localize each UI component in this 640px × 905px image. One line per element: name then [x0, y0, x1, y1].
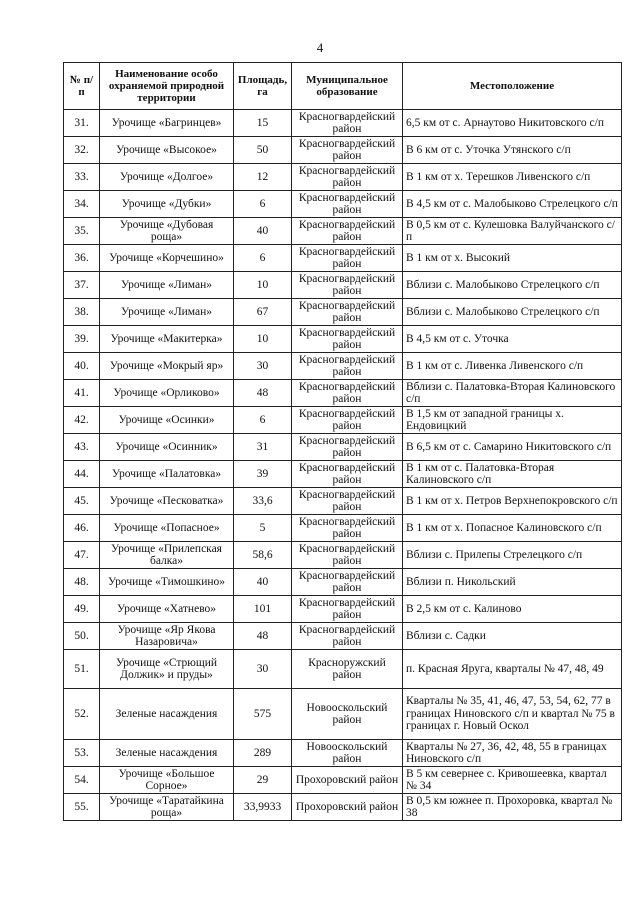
cell-location: В 1 км от с. Палатовка-Вторая Калиновского с/п — [403, 461, 622, 488]
cell-area: 5 — [234, 515, 292, 542]
cell-name: Урочище «Яр Якова Назаровича» — [100, 623, 234, 650]
cell-area: 30 — [234, 353, 292, 380]
cell-location: В 4,5 км от с. Малобыково Стрелецкого с/п — [403, 191, 622, 218]
cell-name: Урочище «Прилепская балка» — [100, 542, 234, 569]
cell-location: В 6 км от с. Уточка Утянского с/п — [403, 137, 622, 164]
cell-municipality: Красногвардейский район — [292, 326, 403, 353]
cell-num: 51. — [64, 650, 100, 689]
cell-num: 37. — [64, 272, 100, 299]
cell-municipality: Красногвардейский район — [292, 407, 403, 434]
header-location: Местоположение — [403, 63, 622, 110]
cell-municipality: Красногвардейский район — [292, 299, 403, 326]
table-row — [64, 299, 622, 326]
table-row — [64, 569, 622, 596]
cell-area: 289 — [234, 740, 292, 767]
cell-location: Вблизи с. Палатовка-Вторая Калиновского с/п — [403, 380, 622, 407]
cell-name: Урочище «Мокрый яр» — [100, 353, 234, 380]
table-row — [64, 515, 622, 542]
cell-name: Урочище «Осинки» — [100, 407, 234, 434]
table-row — [64, 689, 622, 740]
cell-municipality: Красногвардейский район — [292, 164, 403, 191]
table-row — [64, 488, 622, 515]
cell-area: 101 — [234, 596, 292, 623]
cell-municipality: Красногвардейский район — [292, 623, 403, 650]
cell-name: Урочище «Высокое» — [100, 137, 234, 164]
table-row — [64, 434, 622, 461]
cell-area: 67 — [234, 299, 292, 326]
cell-area: 48 — [234, 623, 292, 650]
cell-name: Зеленые насаждения — [100, 740, 234, 767]
cell-area: 39 — [234, 461, 292, 488]
cell-location: В 1 км от х. Высокий — [403, 245, 622, 272]
table-row — [64, 650, 622, 689]
cell-area: 50 — [234, 137, 292, 164]
cell-name: Урочище «Песковатка» — [100, 488, 234, 515]
cell-municipality: Красногвардейский район — [292, 434, 403, 461]
table-row — [64, 380, 622, 407]
cell-location: Кварталы № 35, 41, 46, 47, 53, 54, 62, 77 в границах Ниновского с/п и квартал № 75 в границах г. Новый Оскол — [403, 689, 622, 740]
cell-name: Урочище «Таратайкина роща» — [100, 794, 234, 821]
cell-area: 33,6 — [234, 488, 292, 515]
cell-num: 54. — [64, 767, 100, 794]
page-number: 4 — [316, 40, 324, 55]
cell-name: Урочище «Осинник» — [100, 434, 234, 461]
cell-location: В 1 км от х. Терешков Ливенского с/п — [403, 164, 622, 191]
table-row — [64, 191, 622, 218]
cell-name: Урочище «Дубовая роща» — [100, 218, 234, 245]
header-area: Площадь, га — [234, 63, 292, 110]
cell-name: Урочище «Корчешино» — [100, 245, 234, 272]
cell-name: Урочище «Лиман» — [100, 272, 234, 299]
cell-municipality: Красногвардейский район — [292, 353, 403, 380]
table-row — [64, 407, 622, 434]
cell-name: Урочище «Тимошкино» — [100, 569, 234, 596]
cell-municipality: Прохоровский район — [292, 767, 403, 794]
cell-num: 43. — [64, 434, 100, 461]
cell-municipality: Красногвардейский район — [292, 191, 403, 218]
cell-area: 31 — [234, 434, 292, 461]
protected-areas-table — [63, 62, 622, 821]
table-row — [64, 596, 622, 623]
cell-municipality: Красноружский район — [292, 650, 403, 689]
table-header-row — [64, 63, 622, 110]
cell-location: В 1 км от х. Попасное Калиновского с/п — [403, 515, 622, 542]
cell-municipality: Красногвардейский район — [292, 380, 403, 407]
table-row — [64, 542, 622, 569]
cell-location: Кварталы № 27, 36, 42, 48, 55 в границах Ниновского с/п — [403, 740, 622, 767]
cell-name: Урочище «Долгое» — [100, 164, 234, 191]
cell-location: В 1,5 км от западной границы х. Ендовицкий — [403, 407, 622, 434]
cell-municipality: Новооскольский район — [292, 689, 403, 740]
cell-num: 39. — [64, 326, 100, 353]
cell-name: Урочище «Хатнево» — [100, 596, 234, 623]
cell-location: В 1 км от х. Петров Верхнепокровского с/п — [403, 488, 622, 515]
table-row — [64, 794, 622, 821]
cell-area: 6 — [234, 191, 292, 218]
cell-num: 38. — [64, 299, 100, 326]
table-row — [64, 623, 622, 650]
table-row — [64, 272, 622, 299]
cell-area: 58,6 — [234, 542, 292, 569]
cell-num: 35. — [64, 218, 100, 245]
cell-area: 575 — [234, 689, 292, 740]
cell-municipality: Красногвардейский район — [292, 515, 403, 542]
cell-location: Вблизи п. Никольский — [403, 569, 622, 596]
cell-num: 48. — [64, 569, 100, 596]
table-row — [64, 767, 622, 794]
table-row — [64, 164, 622, 191]
cell-location: В 1 км от с. Ливенка Ливенского с/п — [403, 353, 622, 380]
cell-area: 15 — [234, 110, 292, 137]
cell-name: Урочище «Макитерка» — [100, 326, 234, 353]
cell-municipality: Красногвардейский район — [292, 461, 403, 488]
cell-area: 6 — [234, 407, 292, 434]
header-municipality: Муниципальное образование — [292, 63, 403, 110]
cell-name: Урочище «Багринцев» — [100, 110, 234, 137]
cell-area: 10 — [234, 326, 292, 353]
cell-num: 45. — [64, 488, 100, 515]
cell-location: В 4,5 км от с. Уточка — [403, 326, 622, 353]
cell-num: 31. — [64, 110, 100, 137]
cell-location: В 0,5 км от с. Кулешовка Валуйчанского с/п — [403, 218, 622, 245]
cell-name: Зеленые насаждения — [100, 689, 234, 740]
cell-name: Урочище «Попасное» — [100, 515, 234, 542]
cell-area: 10 — [234, 272, 292, 299]
cell-area: 29 — [234, 767, 292, 794]
cell-municipality: Новооскольский район — [292, 740, 403, 767]
cell-num: 47. — [64, 542, 100, 569]
cell-num: 34. — [64, 191, 100, 218]
cell-area: 33,9933 — [234, 794, 292, 821]
table-row — [64, 326, 622, 353]
cell-num: 40. — [64, 353, 100, 380]
cell-name: Урочище «Большое Сорное» — [100, 767, 234, 794]
table-row — [64, 353, 622, 380]
cell-num: 32. — [64, 137, 100, 164]
cell-area: 48 — [234, 380, 292, 407]
cell-location: В 5 км севернее с. Кривошеевка, квартал № 34 — [403, 767, 622, 794]
cell-num: 50. — [64, 623, 100, 650]
cell-municipality: Красногвардейский район — [292, 542, 403, 569]
table-row — [64, 461, 622, 488]
cell-area: 40 — [234, 218, 292, 245]
cell-num: 52. — [64, 689, 100, 740]
cell-name: Урочище «Дубки» — [100, 191, 234, 218]
cell-municipality: Красногвардейский район — [292, 488, 403, 515]
cell-location: Вблизи с. Прилепы Стрелецкого с/п — [403, 542, 622, 569]
cell-num: 53. — [64, 740, 100, 767]
cell-municipality: Красногвардейский район — [292, 110, 403, 137]
cell-municipality: Красногвардейский район — [292, 596, 403, 623]
table-row — [64, 137, 622, 164]
cell-area: 12 — [234, 164, 292, 191]
header-name: Наименование особо охраняемой природной территории — [100, 63, 234, 110]
cell-name: Урочище «Орликово» — [100, 380, 234, 407]
cell-location: В 0,5 км южнее п. Прохоровка, квартал № 38 — [403, 794, 622, 821]
cell-location: п. Красная Яруга, кварталы № 47, 48, 49 — [403, 650, 622, 689]
cell-name: Урочище «Палатовка» — [100, 461, 234, 488]
cell-location: Вблизи с. Малобыково Стрелецкого с/п — [403, 272, 622, 299]
cell-area: 6 — [234, 245, 292, 272]
header-num: № п/п — [64, 63, 100, 110]
cell-municipality: Красногвардейский район — [292, 245, 403, 272]
cell-area: 40 — [234, 569, 292, 596]
cell-municipality: Красногвардейский район — [292, 137, 403, 164]
cell-area: 30 — [234, 650, 292, 689]
cell-num: 33. — [64, 164, 100, 191]
cell-num: 36. — [64, 245, 100, 272]
table-row — [64, 218, 622, 245]
cell-municipality: Красногвардейский район — [292, 569, 403, 596]
cell-num: 46. — [64, 515, 100, 542]
cell-name: Урочище «Стрющий Должик» и пруды» — [100, 650, 234, 689]
cell-location: Вблизи с. Малобыково Стрелецкого с/п — [403, 299, 622, 326]
cell-municipality: Красногвардейский район — [292, 218, 403, 245]
cell-municipality: Красногвардейский район — [292, 272, 403, 299]
cell-location: В 2,5 км от с. Калиново — [403, 596, 622, 623]
cell-location: Вблизи с. Садки — [403, 623, 622, 650]
table-row — [64, 245, 622, 272]
cell-num: 55. — [64, 794, 100, 821]
table-row — [64, 740, 622, 767]
table-row — [64, 110, 622, 137]
cell-num: 41. — [64, 380, 100, 407]
cell-num: 44. — [64, 461, 100, 488]
cell-num: 49. — [64, 596, 100, 623]
cell-municipality: Прохоровский район — [292, 794, 403, 821]
cell-name: Урочище «Лиман» — [100, 299, 234, 326]
cell-num: 42. — [64, 407, 100, 434]
cell-location: В 6,5 км от с. Самарино Никитовского с/п — [403, 434, 622, 461]
cell-location: 6,5 км от с. Арнаутово Никитовского с/п — [403, 110, 622, 137]
